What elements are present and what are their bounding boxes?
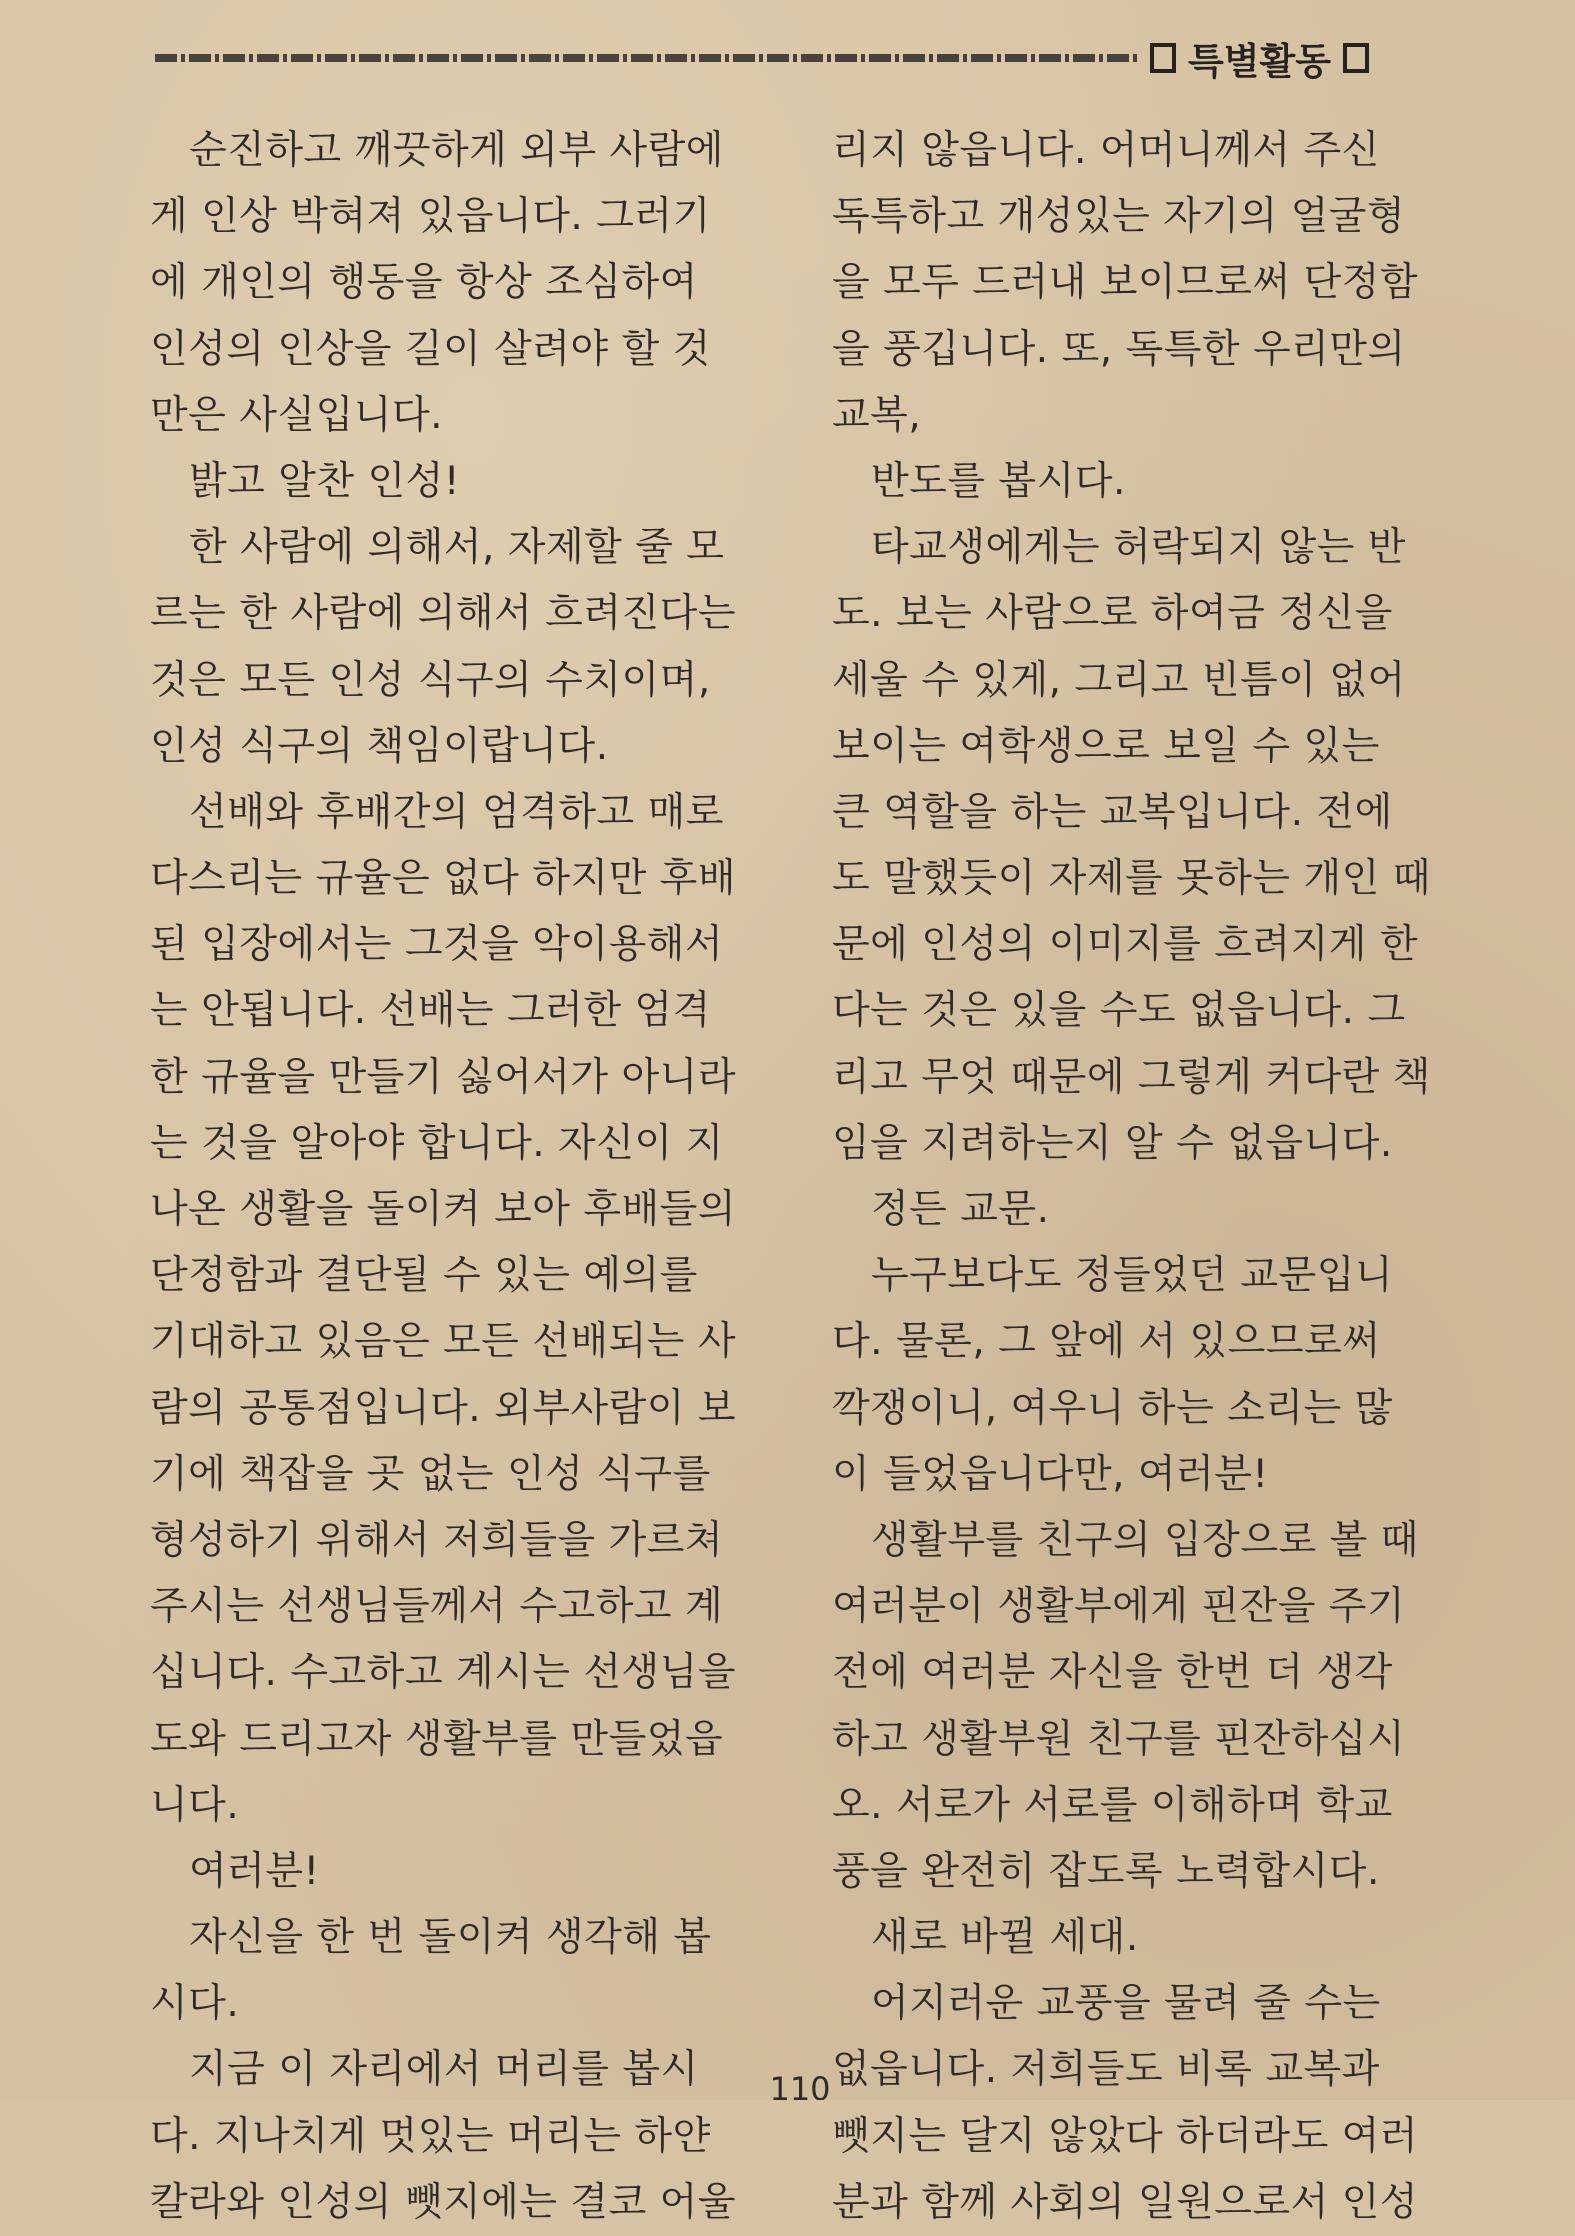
text-line: 생활부를 친구의 입장으로 볼 때 (871, 1517, 1419, 1563)
text-line: 단정함과 결단될 수 있는 예의를 (150, 1253, 698, 1299)
text-line: 독특하고 개성있는 자기의 얼굴형 (832, 194, 1406, 240)
text-line: 여러분! (189, 1848, 320, 1894)
text-line: 큰 역할을 하는 교복입니다. 전에 (832, 789, 1393, 835)
text-line: 다. 물론, 그 앞에 서 있으므로써 (832, 1319, 1381, 1365)
text-line: 니다. (150, 1782, 240, 1828)
text-line: 누구보다도 정들었던 교문입니 (871, 1253, 1394, 1299)
text-line: 는 것을 알아야 합니다. 자신이 지 (150, 1120, 724, 1166)
text-line: 람의 공통점입니다. 외부사람이 보 (150, 1385, 737, 1431)
text-line: 여러분이 생활부에게 핀잔을 주기 (832, 1584, 1406, 1630)
text-line: 게 인상 박혀져 있읍니다. 그러기 (150, 194, 711, 240)
text-line: 지금 이 자리에서 머리를 봅시 (189, 2047, 699, 2093)
text-line: 도. 보는 사람으로 하여금 정신을 (832, 591, 1393, 637)
header-divider (155, 54, 1140, 62)
text-line: 는 안됩니다. 선배는 그러한 엄격 (150, 988, 711, 1034)
text-line: 도와 드리고자 생활부를 만들었읍 (150, 1716, 724, 1762)
text-line: 리고 무엇 때문에 그렇게 커다란 책 (832, 1054, 1431, 1100)
text-line: 밝고 알찬 인성! (189, 458, 460, 504)
text-line: 어지러운 교풍을 물려 줄 수는 (871, 1981, 1381, 2027)
text-line: 하고 생활부원 친구를 핀잔하십시 (832, 1716, 1406, 1762)
right-column (832, 118, 1452, 2236)
text-line: 한 규율을 만들기 싫어서가 아니라 (150, 1054, 737, 1100)
text-line: 전에 여러분 자신을 한번 더 생각 (832, 1650, 1393, 1696)
text-line: 보이는 여학생으로 보일 수 있는 (832, 723, 1380, 769)
text-line: 인성 식구의 책임이랍니다. (150, 723, 609, 769)
text-line: 기대하고 있음은 모든 선배되는 사 (150, 1319, 737, 1365)
text-line: 을 모두 드러내 보이므로써 단정함 (832, 260, 1419, 306)
text-line: 인성의 인상을 길이 살려야 할 것 (150, 326, 711, 372)
text-line: 것은 모든 인성 식구의 수치이며, (150, 657, 711, 703)
text-line: 된 입장에서는 그것을 악이용해서 (150, 922, 724, 968)
text-line: 십니다. 수고하고 계시는 선생님을 (150, 1650, 737, 1696)
section-header (1150, 28, 1369, 88)
text-line: 자신을 한 번 돌이켜 생각해 봅 (189, 1915, 712, 1961)
open-box-icon (1150, 43, 1176, 73)
text-line: 없읍니다. 저희들도 비록 교복과 (832, 2047, 1380, 2093)
text-line: 시다. (150, 1981, 240, 2027)
text-line: 한 사람에 의해서, 자제할 줄 모 (189, 525, 725, 571)
text-line: 다. 지나치게 멋있는 머리는 하얀 (150, 2113, 711, 2159)
text-line: 교복, (832, 392, 922, 438)
text-line: 풍을 완전히 잡도록 노력합시다. (832, 1848, 1380, 1894)
text-line: 만은 사실입니다. (150, 392, 444, 438)
text-line: 오. 서로가 서로를 이해하며 학교 (832, 1782, 1393, 1828)
text-line: 정든 교문. (871, 1187, 1050, 1232)
text-line: 순진하고 깨끗하게 외부 사람에 (189, 128, 724, 173)
text-line: 타교생에게는 허락되지 않는 반 (871, 525, 1406, 571)
text-line: 반도를 봅시다. (871, 458, 1126, 504)
text-line: 도 말했듯이 자제를 못하는 개인 때 (832, 856, 1431, 902)
text-line: 깍쟁이니, 여우니 하는 소리는 많 (832, 1385, 1393, 1431)
close-box-icon (1343, 43, 1369, 73)
text-line: 이 들었읍니다만, 여러분! (832, 1451, 1269, 1497)
text-line: 다스리는 규율은 없다 하지만 후배 (150, 856, 737, 902)
text-line: 나온 생활을 돌이켜 보아 후배들의 (150, 1187, 737, 1232)
text-line: 에 개인의 행동을 항상 조심하여 (150, 260, 698, 306)
text-line: 임을 지려하는지 알 수 없읍니다. (832, 1120, 1393, 1166)
text-line: 기에 책잡을 곳 없는 인성 식구를 (150, 1451, 711, 1497)
text-line: 르는 한 사람에 의해서 흐려진다는 (150, 591, 737, 637)
text-line: 리지 않읍니다. 어머니께서 주신 (832, 128, 1380, 173)
page-number: 110 (769, 2070, 831, 2100)
text-line: 을 풍깁니다. 또, 독특한 우리만의 (832, 326, 1406, 372)
text-line: 세울 수 있게, 그리고 빈틈이 없어 (832, 657, 1406, 703)
text-line: 형성하기 위해서 저희들을 가르쳐 (150, 1517, 724, 1563)
text-line: 새로 바뀔 세대. (871, 1915, 1139, 1961)
text-line: 주시는 선생님들께서 수고하고 계 (150, 1584, 724, 1630)
left-column (150, 118, 760, 2236)
text-line: 선배와 후배간의 엄격하고 매로 (189, 789, 724, 835)
text-line: 분과 함께 사회의 일원으로서 인성 (832, 2179, 1419, 2225)
text-line: 칼라와 인성의 뺏지에는 결코 어울 (150, 2179, 737, 2225)
text-line: 문에 인성의 이미지를 흐려지게 한 (832, 922, 1419, 968)
text-line: 뺏지는 달지 않았다 하더라도 여러 (832, 2113, 1419, 2159)
text-line: 다는 것은 있을 수도 없읍니다. 그 (832, 988, 1406, 1034)
section-title: 특별활동 (1188, 40, 1331, 83)
